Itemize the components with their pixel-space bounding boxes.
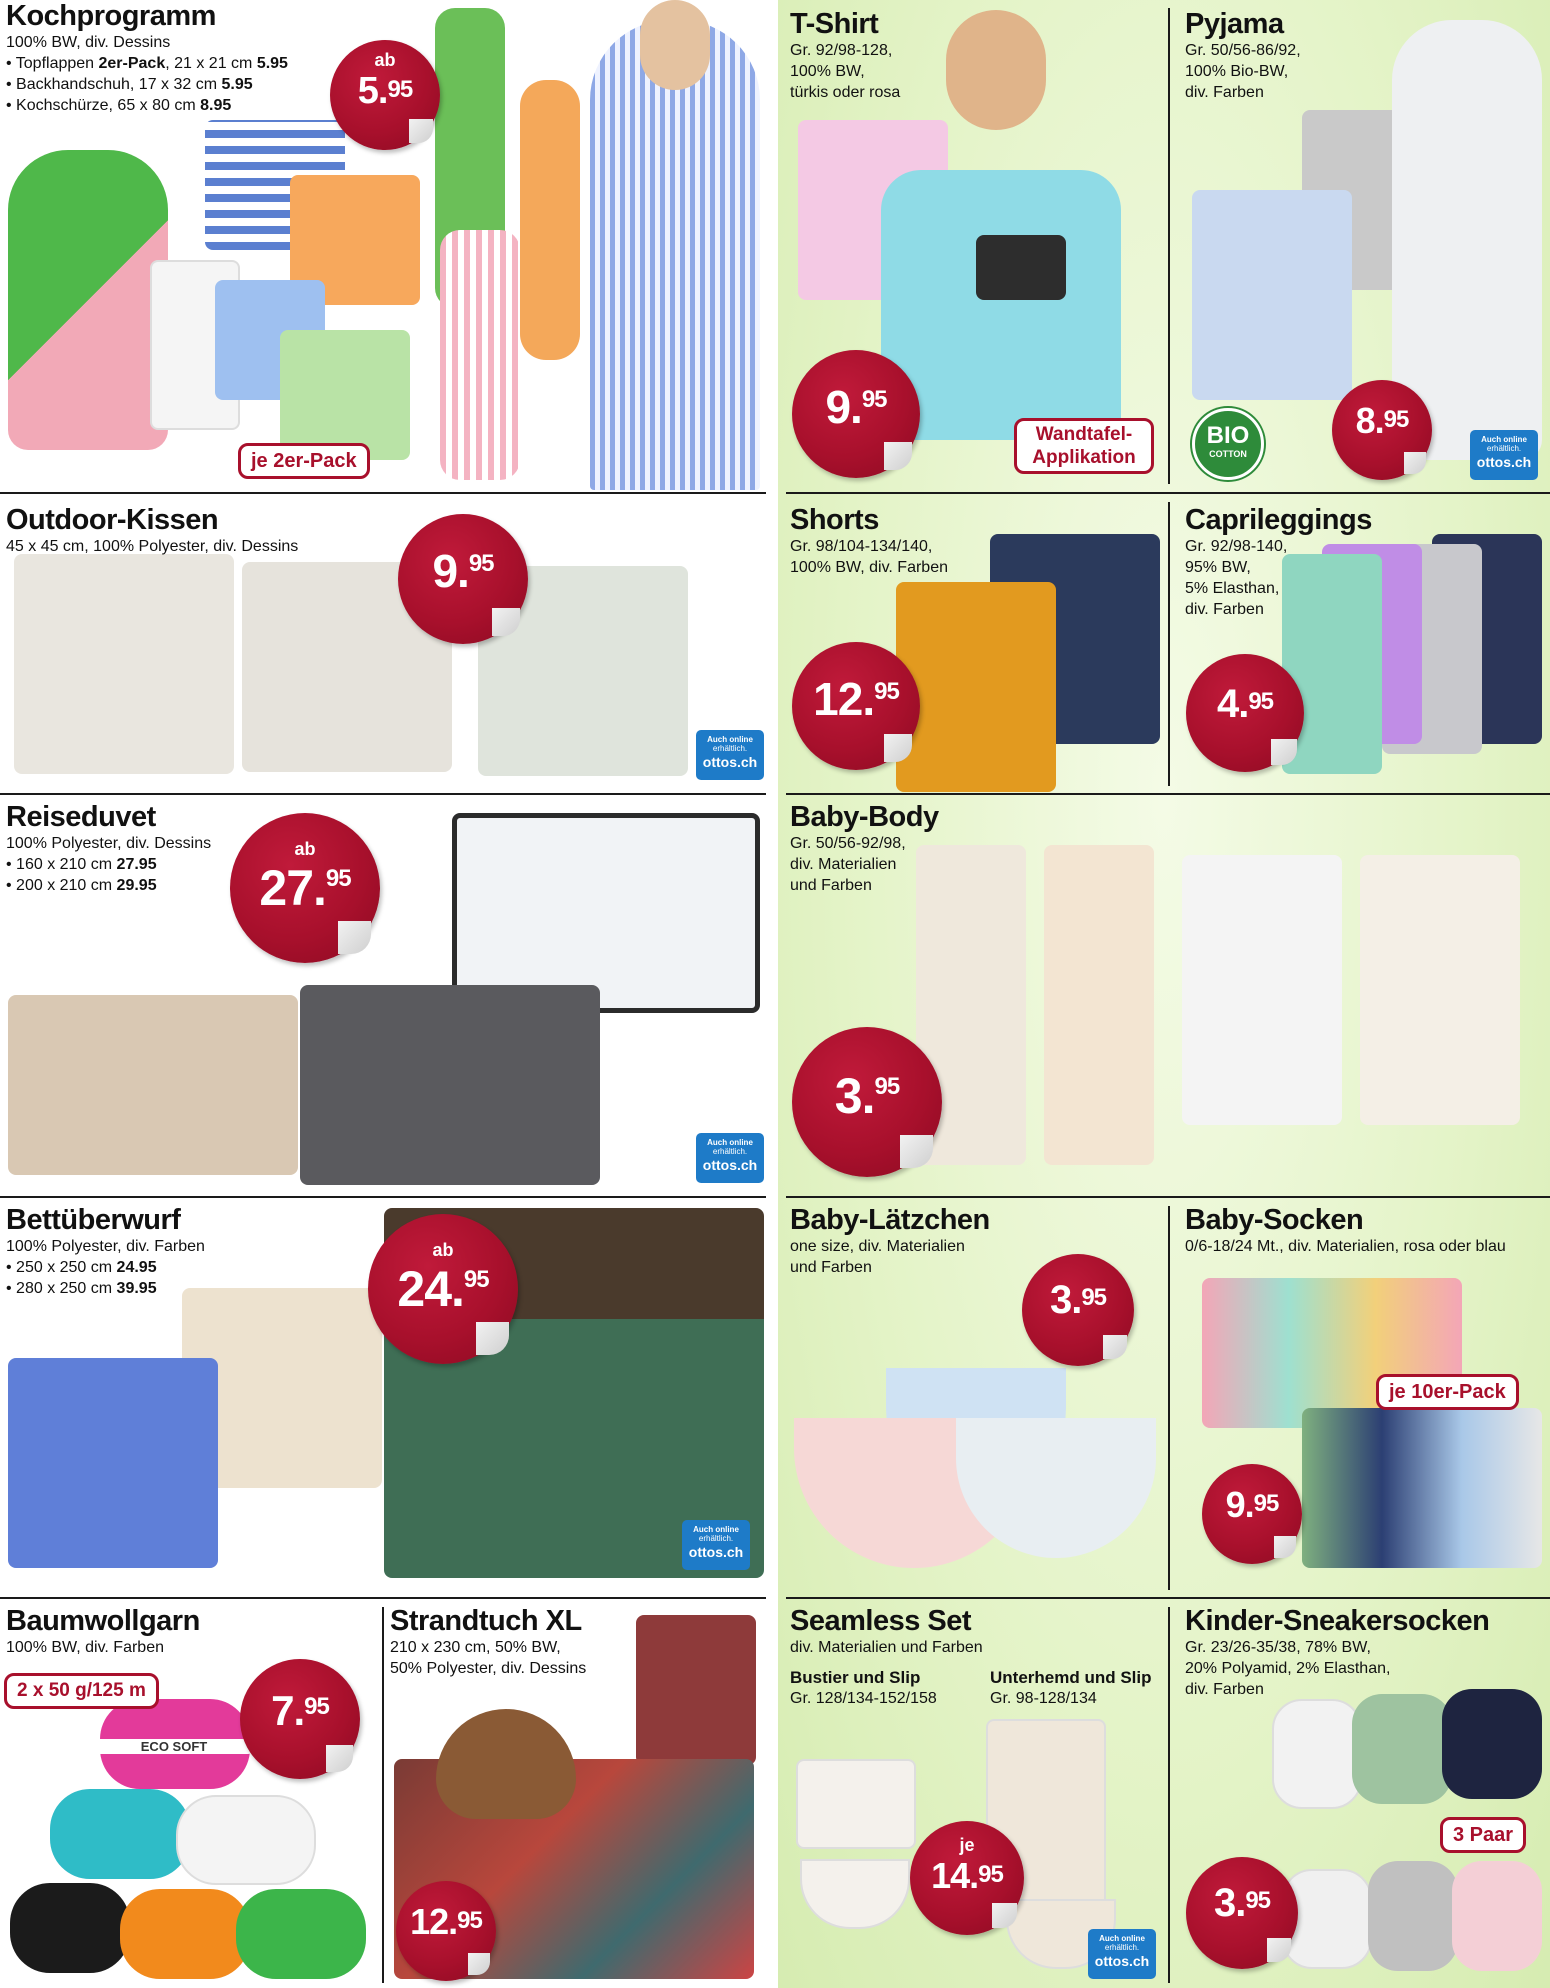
- product-title: Baby-Body: [790, 801, 939, 833]
- product-title: T-Shirt: [790, 8, 879, 40]
- blue-socks-image: [1302, 1408, 1542, 1568]
- product-title: Baumwollgarn: [6, 1605, 200, 1637]
- product-baby-socken[interactable]: [1172, 1198, 1550, 1596]
- product-reiseduvet[interactable]: [0, 795, 766, 1195]
- variant-title: Unterhemd und Slip: [990, 1668, 1152, 1687]
- price-badge: ab 24.95: [368, 1214, 518, 1364]
- divider: [1168, 502, 1170, 786]
- pot-holder-image: [280, 330, 410, 460]
- product-desc-line: und Farben: [790, 1259, 872, 1276]
- online-badge[interactable]: Auch online erhältlich. ottos.ch: [696, 1133, 764, 1183]
- variant-size: Gr. 98-128/134: [990, 1690, 1097, 1707]
- product-desc-line: div. Materialien: [790, 856, 897, 873]
- bustier-image: [796, 1759, 916, 1849]
- divider: [1168, 1607, 1170, 1983]
- seamless-text: [790, 1605, 983, 1658]
- yarn-turquoise-image: [50, 1789, 190, 1879]
- product-strandtuch[interactable]: [386, 1599, 766, 1988]
- kissen-text: [6, 504, 298, 557]
- product-desc-line: Gr. 92/98-128,: [790, 42, 893, 59]
- size-item: • 280 x 250 cm 39.95: [6, 1278, 205, 1299]
- product-caprileggings[interactable]: [1172, 494, 1550, 792]
- online-badge[interactable]: Auch online erhältlich. ottos.ch: [682, 1520, 750, 1570]
- laetzchen-text: [790, 1204, 990, 1278]
- strandtuch-text: [390, 1605, 586, 1679]
- navy-sock-image: [1442, 1689, 1542, 1799]
- slip-image: [800, 1859, 910, 1929]
- price-badge: 3.95: [1022, 1254, 1134, 1366]
- baby-socken-text: [1185, 1204, 1506, 1257]
- size-item: • 160 x 210 cm 27.95: [6, 854, 211, 875]
- grey-sock-image: [1368, 1861, 1458, 1971]
- product-title: Caprileggings: [1185, 504, 1372, 536]
- product-title: Shorts: [790, 504, 879, 536]
- model-with-apron-image: [590, 20, 760, 490]
- pack-tag: 3 Paar: [1440, 1817, 1526, 1853]
- size-item: • Topflappen 2er-Pack, 21 x 21 cm 5.95: [6, 53, 288, 74]
- product-desc-line: Gr. 98/104-134/140,: [790, 538, 933, 555]
- online-badge[interactable]: Auch online erhältlich. ottos.ch: [696, 730, 764, 780]
- product-pyjama[interactable]: [1172, 0, 1550, 490]
- chalkboard-applique-image: [976, 235, 1066, 300]
- divider: [382, 1607, 384, 1983]
- product-baby-laetzchen[interactable]: [786, 1198, 1166, 1596]
- yarn-green-image: [236, 1889, 366, 1979]
- price-badge: ab 5.95: [330, 40, 440, 150]
- product-seamless-set[interactable]: [786, 1599, 1166, 1988]
- seamless-left-variant: [790, 1667, 937, 1709]
- size-list: [6, 854, 211, 896]
- seamless-right-variant: [990, 1667, 1152, 1709]
- capri-text: [1185, 504, 1372, 620]
- yarn-white-image: [176, 1795, 316, 1885]
- price-badge: 9.95: [1202, 1464, 1302, 1564]
- product-desc-line: 210 x 230 cm, 50% BW,: [390, 1639, 561, 1656]
- product-desc-line: Gr. 23/26-35/38, 78% BW,: [1185, 1639, 1371, 1656]
- cushion-coral-blue-image: [14, 554, 234, 774]
- product-title: Pyjama: [1185, 8, 1284, 40]
- product-bettueberwurf[interactable]: [0, 1198, 766, 1596]
- product-desc-line: Gr. 50/56-92/98,: [790, 835, 906, 852]
- price-badge: 9.95: [398, 514, 528, 644]
- product-desc-line: 100% BW, div. Farben: [790, 559, 948, 576]
- body-set-image: [1182, 855, 1342, 1125]
- product-title: Reiseduvet: [6, 801, 156, 833]
- kochprogramm-text: [6, 0, 288, 116]
- online-badge[interactable]: Auch online erhältlich. ottos.ch: [1470, 430, 1538, 480]
- product-baby-body[interactable]: [786, 795, 1550, 1195]
- product-title: Strandtuch XL: [390, 1605, 582, 1637]
- product-desc-line: 5% Elasthan,: [1185, 580, 1280, 597]
- tshirt-text: [790, 8, 900, 103]
- body-set-image: [1044, 845, 1154, 1165]
- leopard-duvet-image: [8, 995, 298, 1175]
- product-tshirt[interactable]: [786, 0, 1166, 490]
- product-desc-line: 100% Bio-BW,: [1185, 63, 1289, 80]
- product-title: Seamless Set: [790, 1605, 972, 1637]
- size-item: • Kochschürze, 65 x 80 cm 8.95: [6, 95, 288, 116]
- product-desc-line: 95% BW,: [1185, 559, 1251, 576]
- price-badge: 8.95: [1332, 380, 1432, 480]
- divider: [1168, 1206, 1170, 1590]
- product-desc-line: 100% BW,: [790, 63, 865, 80]
- variant-title: Bustier und Slip: [790, 1668, 921, 1687]
- product-desc-line: Gr. 92/98-140,: [1185, 538, 1288, 555]
- model-face-image: [640, 0, 710, 90]
- baby-body-text: [790, 801, 939, 896]
- price-badge: je 14.95: [910, 1821, 1024, 1935]
- bettueberwurf-text: [6, 1204, 205, 1299]
- pack-tag: je 10er-Pack: [1376, 1374, 1519, 1410]
- product-title: Kinder-Sneakersocken: [1185, 1605, 1490, 1637]
- pack-tag: je 2er-Pack: [238, 443, 370, 479]
- blue-pyjama-image: [1192, 190, 1352, 400]
- bio-cotton-badge: BIO COTTON: [1192, 408, 1264, 480]
- online-badge[interactable]: Auch online erhältlich. ottos.ch: [1088, 1929, 1156, 1979]
- blue-bedspread-image: [8, 1358, 218, 1568]
- product-baumwollgarn[interactable]: [0, 1599, 380, 1988]
- product-title: Baby-Socken: [1185, 1204, 1364, 1236]
- apron-image: [520, 80, 580, 360]
- center-divider: [774, 0, 778, 1988]
- product-desc: 100% BW, div. Farben: [6, 1639, 164, 1656]
- apron-image: [440, 230, 520, 480]
- pyjama-text: [1185, 8, 1301, 103]
- sun-hat-image: [436, 1709, 576, 1819]
- product-shorts[interactable]: [786, 494, 1166, 792]
- size-item: • 250 x 250 cm 24.95: [6, 1257, 205, 1278]
- yarn-black-image: [10, 1883, 130, 1973]
- product-sneakersocken[interactable]: [1172, 1599, 1550, 1988]
- shorts-text: [790, 504, 948, 578]
- yarn-label: ECO SOFT: [94, 1739, 254, 1754]
- price-badge: 3.95: [792, 1027, 942, 1177]
- star-duvet-image: [300, 985, 600, 1185]
- product-title: Baby-Lätzchen: [790, 1204, 990, 1236]
- green-sock-image: [1352, 1694, 1452, 1804]
- product-desc-line: 20% Polyamid, 2% Elasthan,: [1185, 1660, 1391, 1677]
- white-sock-image: [1272, 1699, 1362, 1809]
- child-face-image: [946, 10, 1046, 130]
- product-kochprogramm[interactable]: [0, 0, 766, 490]
- oven-mitt-image: [8, 150, 168, 450]
- price-badge: 12.95: [792, 642, 920, 770]
- product-desc: 45 x 45 cm, 100% Polyester, div. Dessins: [6, 538, 299, 555]
- product-desc-line: div. Farben: [1185, 601, 1264, 618]
- duvet-bag-image: [452, 813, 760, 1013]
- size-item: • Backhandschuh, 17 x 32 cm 5.95: [6, 74, 288, 95]
- price-badge: ab 27.95: [230, 813, 380, 963]
- variant-size: Gr. 128/134-152/158: [790, 1690, 937, 1707]
- product-title: Bettüberwurf: [6, 1204, 181, 1236]
- towel-package-image: [636, 1615, 756, 1765]
- product-desc-line: und Farben: [790, 877, 872, 894]
- orange-shorts-image: [896, 582, 1056, 792]
- price-badge: 7.95: [240, 1659, 360, 1779]
- reiseduvet-text: [6, 801, 211, 896]
- size-list: [6, 1257, 205, 1299]
- size-list: [6, 53, 288, 116]
- feature-tag: Wandtafel- Applikation: [1014, 418, 1154, 474]
- yarn-orange-image: [120, 1889, 250, 1979]
- product-desc: 100% BW, div. Dessins: [6, 34, 171, 51]
- product-desc-line: türkis oder rosa: [790, 84, 901, 101]
- pack-tag: 2 x 50 g/125 m: [4, 1673, 159, 1709]
- baumwollgarn-text: [6, 1605, 200, 1658]
- product-desc: 100% Polyester, div. Farben: [6, 1238, 205, 1255]
- size-item: • 200 x 210 cm 29.95: [6, 875, 211, 896]
- price-badge: 4.95: [1186, 654, 1304, 772]
- product-desc-line: 50% Polyester, div. Dessins: [390, 1660, 587, 1677]
- product-desc-line: div. Farben: [1185, 1681, 1264, 1698]
- product-title: Outdoor-Kissen: [6, 504, 219, 536]
- price-badge: 3.95: [1186, 1857, 1298, 1969]
- pink-sock-image: [1452, 1861, 1542, 1971]
- divider: [1168, 8, 1170, 484]
- product-desc: 100% Polyester, div. Dessins: [6, 835, 212, 852]
- product-outdoor-kissen[interactable]: [0, 494, 766, 792]
- sneakersocken-text: [1185, 1605, 1489, 1700]
- price-badge: 12.95: [396, 1881, 496, 1981]
- price-badge: 9.95: [792, 350, 920, 478]
- product-title: Kochprogramm: [6, 0, 216, 32]
- body-set-image: [1360, 855, 1520, 1125]
- product-desc: div. Materialien und Farben: [790, 1639, 983, 1656]
- product-desc: 0/6-18/24 Mt., div. Materialien, rosa oder blau: [1185, 1238, 1506, 1255]
- product-desc-line: Gr. 50/56-86/92,: [1185, 42, 1301, 59]
- product-desc-line: div. Farben: [1185, 84, 1264, 101]
- product-desc-line: one size, div. Materialien: [790, 1238, 965, 1255]
